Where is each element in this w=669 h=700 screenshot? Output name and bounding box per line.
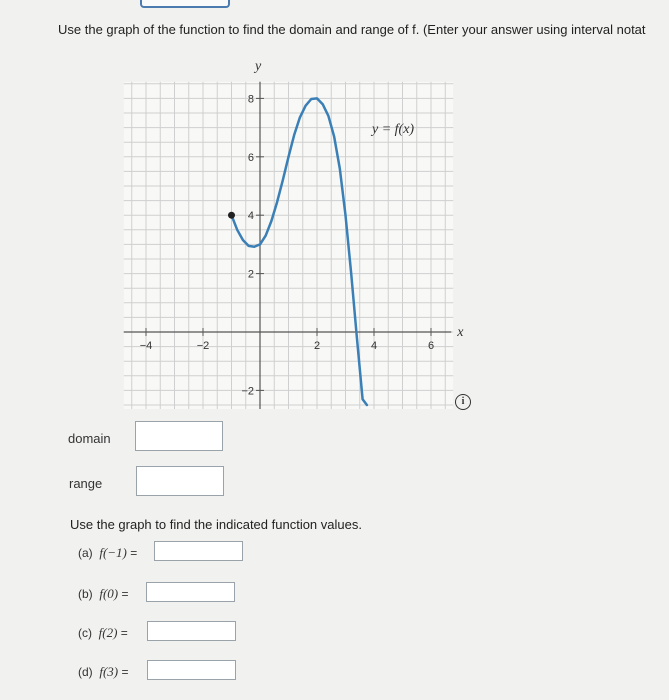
part-d-function: f(3) xyxy=(99,664,119,679)
part-c-function: f(2) xyxy=(98,625,118,640)
y-tick-label: 6 xyxy=(247,151,254,164)
f-neg1-input[interactable] xyxy=(154,541,243,561)
part-c-letter: (c) xyxy=(78,626,92,640)
y-axis-label: y xyxy=(255,59,262,74)
part-d-equals: = xyxy=(121,665,129,679)
f-3-input[interactable] xyxy=(147,660,236,680)
sub-question: Use the graph to find the indicated function values. xyxy=(70,517,362,532)
f-2-input[interactable] xyxy=(147,621,236,641)
question-text: Use the graph of the function to find the domain and range of f. (Enter your answer using interval notat xyxy=(58,22,646,37)
x-tick-label: 4 xyxy=(370,340,378,352)
domain-input[interactable] xyxy=(135,421,223,451)
range-label: range xyxy=(69,476,103,491)
part-a-letter: (a) xyxy=(78,546,93,560)
x-axis-label: x xyxy=(457,325,464,340)
x-tick-label: 2 xyxy=(313,340,321,352)
y-tick-label: −2 xyxy=(241,385,254,398)
y-tick-label: 2 xyxy=(247,268,254,281)
curve-label: y = f(x) xyxy=(372,122,415,137)
part-b xyxy=(78,586,128,602)
y-tick-label: 8 xyxy=(247,93,254,106)
part-c xyxy=(78,625,128,641)
part-b-function: f(0) xyxy=(99,586,119,601)
range-input[interactable] xyxy=(136,466,224,496)
part-a xyxy=(78,545,137,561)
part-b-equals: = xyxy=(121,587,129,601)
x-tick-label: 6 xyxy=(427,340,435,352)
part-b-letter: (b) xyxy=(78,587,93,601)
x-tick-label: −2 xyxy=(196,340,210,352)
info-icon[interactable]: i xyxy=(455,394,471,410)
x-tick-label: −4 xyxy=(139,340,153,352)
part-c-equals: = xyxy=(120,626,128,640)
part-a-equals: = xyxy=(130,546,138,560)
part-a-function: f(−1) xyxy=(99,545,127,560)
y-tick-label: 4 xyxy=(247,210,254,223)
curve-start-point xyxy=(228,212,235,219)
domain-label: domain xyxy=(68,431,111,446)
f-0-input[interactable] xyxy=(146,582,235,602)
part-d-letter: (d) xyxy=(78,665,93,679)
part-d xyxy=(78,664,128,680)
